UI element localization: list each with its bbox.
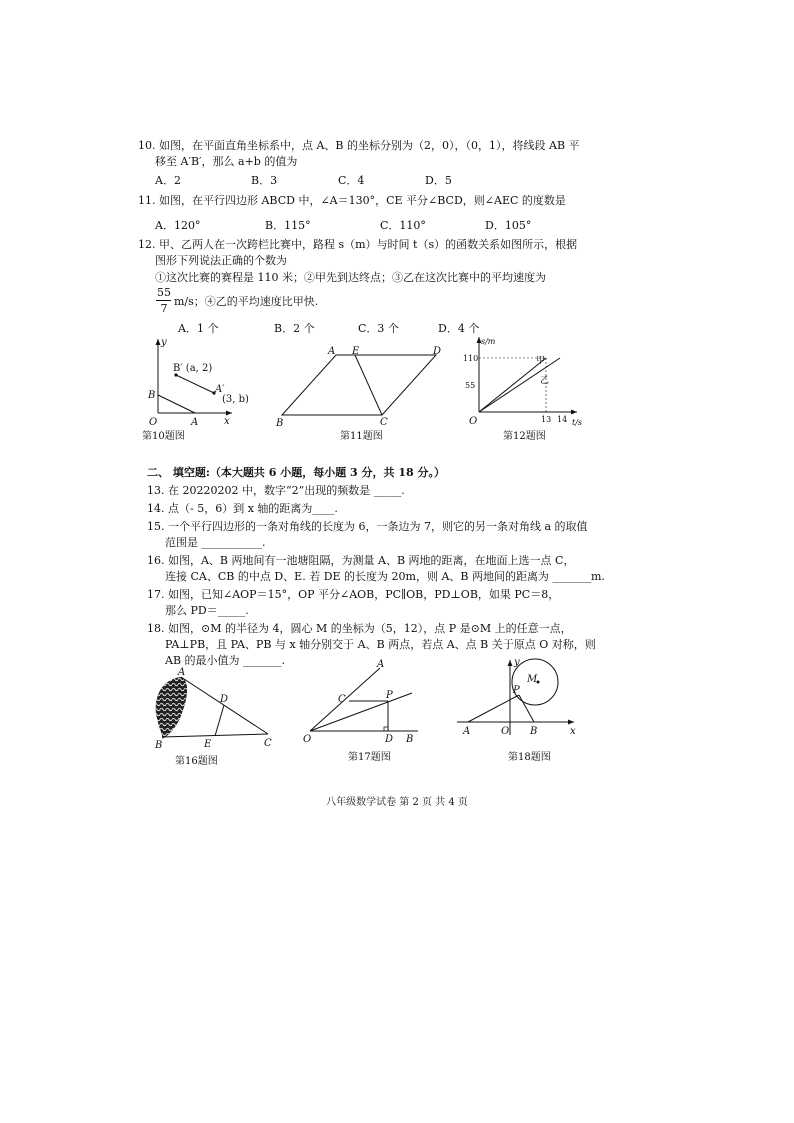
- fig12-label-55: 55: [465, 381, 476, 390]
- fig12-label-o: O: [469, 416, 478, 427]
- fig10-segment-apbp: [176, 375, 214, 393]
- q12-line4: m/s；④乙的平均速度比甲快.: [174, 295, 319, 308]
- q10-option-d: D．5: [425, 174, 452, 187]
- fig17-label-o: O: [303, 734, 312, 745]
- q14-text: 14. 点（- 5，6）到 x 轴的距离为____.: [147, 502, 338, 515]
- fig18-label-m: M: [527, 674, 538, 685]
- fig11-label-d: D: [433, 346, 442, 357]
- fig11-segment-ce: [355, 355, 382, 415]
- q12-line2: 图形下列说法正确的个数为: [155, 254, 287, 267]
- q11-option-c: C．110°: [380, 219, 426, 232]
- q12-option-d: D．4 个: [438, 322, 480, 335]
- fig12-line-jia: [479, 358, 546, 412]
- fig12-label-110: 110: [463, 354, 479, 363]
- q16-line2: 连接 CA、CB 的中点 D、E. 若 DE 的长度为 20m，则 A、B 两地间的距离为 _______m.: [165, 570, 605, 583]
- fig17-label-c: C: [338, 694, 346, 705]
- fig18-label-x: x: [570, 726, 576, 737]
- q18-line1: 18. 如图，⊙M 的半径为 4，圆心 M 的坐标为（5，12），点 P 是⊙M 上的任意一点，: [147, 622, 572, 635]
- q11-line1: 11. 如图，在平行四边形 ABCD 中，∠A＝130°，CE 平分∠BCD，则∠AEC 的度数是: [138, 194, 566, 207]
- q17-line1: 17. 如图，已知∠AOP＝15°，OP 平分∠AOB，PC∥OB，PD⊥OB，如果 PC＝8，: [147, 588, 560, 601]
- figure-18: [452, 655, 587, 745]
- section2-title: 二、 填空题:（本大题共 6 小题，每小题 3 分，共 18 分。）: [147, 466, 445, 479]
- fig12-label-s: s/m: [481, 337, 496, 346]
- fig12-label-jia: 甲: [536, 356, 546, 366]
- fig17-label-b: B: [406, 734, 414, 745]
- fig17-label-d: D: [385, 734, 394, 745]
- fig18-caption: 第18题图: [508, 752, 551, 763]
- figure-16: [148, 667, 280, 752]
- fig12-caption: 第12题图: [503, 431, 546, 442]
- fig16-label-e: E: [204, 739, 212, 750]
- fig12-label-t: t/s: [572, 418, 583, 427]
- q12-option-b: B．2 个: [274, 322, 315, 335]
- fig17-right-angle-mark: [384, 727, 388, 731]
- fig18-segment-pa: [468, 695, 519, 722]
- q10-option-a: A．2: [155, 174, 181, 187]
- fig12-label-13: 13: [541, 415, 552, 424]
- q12-fraction-denominator: 7: [160, 302, 168, 315]
- q12-fraction-numerator: 55: [157, 286, 171, 299]
- fig11-caption: 第11题图: [340, 431, 383, 442]
- q12-line3: ①这次比赛的赛程是 110 米；②甲先到达终点；③乙在这次比赛中的平均速度为: [155, 271, 546, 284]
- q11-option-d: D．105°: [485, 219, 532, 232]
- q10-line2: 移至 A′B′，那么 a+b 的值为: [155, 155, 298, 168]
- fig17-label-p: P: [386, 690, 393, 701]
- q18-line2: PA⊥PB，且 PA、PB 与 x 轴分别交于 A、B 两点，若点 A、点 B 关于原点 O 对称，则: [165, 638, 596, 651]
- fig16-segment-ac: [181, 677, 268, 734]
- fig18-label-o: O: [501, 726, 510, 737]
- fig16-segment-de: [215, 705, 224, 736]
- fig10-label-aprime: A′: [215, 384, 225, 395]
- fig16-label-a: A: [178, 667, 186, 678]
- fig10-segment-ab: [158, 395, 195, 413]
- fig11-label-b: B: [276, 418, 284, 429]
- fig10-label-b: B: [148, 390, 156, 401]
- fig16-label-b: B: [155, 740, 163, 751]
- q16-line1: 16. 如图，A、B 两地间有一池塘阻隔，为测量 A、B 两地的距离，在地面上选一点 C，: [147, 554, 575, 567]
- figure-10: [140, 335, 255, 430]
- fig16-label-c: C: [264, 738, 272, 749]
- fig17-caption: 第17题图: [348, 752, 391, 763]
- fig10-caption: 第10题图: [142, 431, 185, 442]
- fig18-label-y: y: [514, 657, 520, 668]
- q12-fraction-bar: [156, 300, 171, 301]
- fig10-label-x: x: [224, 416, 230, 427]
- fig18-label-b: B: [530, 726, 538, 737]
- q10-option-b: B．3: [251, 174, 278, 187]
- q15-line2: 范围是 ___________.: [165, 536, 266, 549]
- q12-line1: 12. 甲、乙两人在一次跨栏比赛中，路程 s（m）与时间 t（s）的函数关系如图所示，根据: [138, 238, 578, 251]
- fig16-caption: 第16题图: [175, 756, 218, 767]
- fig10-label-y: y: [161, 337, 167, 348]
- fig16-pond-texture: [156, 677, 187, 739]
- fig11-label-c: C: [380, 417, 388, 428]
- figure-17: [300, 658, 430, 748]
- q11-option-a: A．120°: [155, 219, 201, 232]
- fig10-x-arrow: [226, 411, 232, 416]
- q12-option-a: A．1 个: [178, 322, 219, 335]
- q10-option-c: C．4: [338, 174, 365, 187]
- fig12-label-14: 14: [557, 415, 568, 424]
- q13-text: 13. 在 20220202 中，数字“2”出现的频数是 _____.: [147, 484, 405, 497]
- figure-12: [462, 333, 587, 428]
- fig18-x-arrow: [568, 720, 574, 725]
- fig12-t-arrow: [571, 410, 577, 415]
- fig18-label-a: A: [463, 726, 471, 737]
- q11-option-b: B．115°: [265, 219, 311, 232]
- fig11-label-a: A: [328, 346, 336, 357]
- fig10-label-o: O: [149, 417, 158, 428]
- fig10-label-a: A: [191, 417, 199, 428]
- fig18-label-p: P: [513, 685, 520, 696]
- q10-line1: 10. 如图，在平面直角坐标系中，点 A、B 的坐标分别为（2，0），（0，1），将线段 AB 平: [138, 139, 580, 152]
- fig17-ray-op: [310, 693, 412, 731]
- fig10-label-aprime-coords: (3, b): [222, 394, 249, 405]
- fig11-label-e: E: [352, 346, 360, 357]
- figure-11: [270, 345, 450, 430]
- page-footer: 八年级数学试卷 第 2 页 共 4 页: [326, 797, 468, 808]
- fig18-y-arrow: [508, 660, 513, 666]
- q17-line2: 那么 PD＝_____.: [165, 604, 249, 617]
- fig10-label-bprime: B′ (a, 2): [173, 363, 213, 374]
- fig10-y-arrow: [156, 339, 161, 345]
- q15-line1: 15. 一个平行四边形的一条对角线的长度为 6，一条边为 7，则它的另一条对角线 a 的取值: [147, 520, 588, 533]
- q18-line3: AB 的最小值为 _______.: [165, 654, 286, 667]
- fig17-label-a: A: [377, 659, 385, 670]
- fig12-label-yi: 乙: [540, 376, 550, 386]
- fig18-segment-pb: [519, 695, 534, 722]
- q12-option-c: C．3 个: [358, 322, 399, 335]
- fig16-label-d: D: [220, 694, 229, 705]
